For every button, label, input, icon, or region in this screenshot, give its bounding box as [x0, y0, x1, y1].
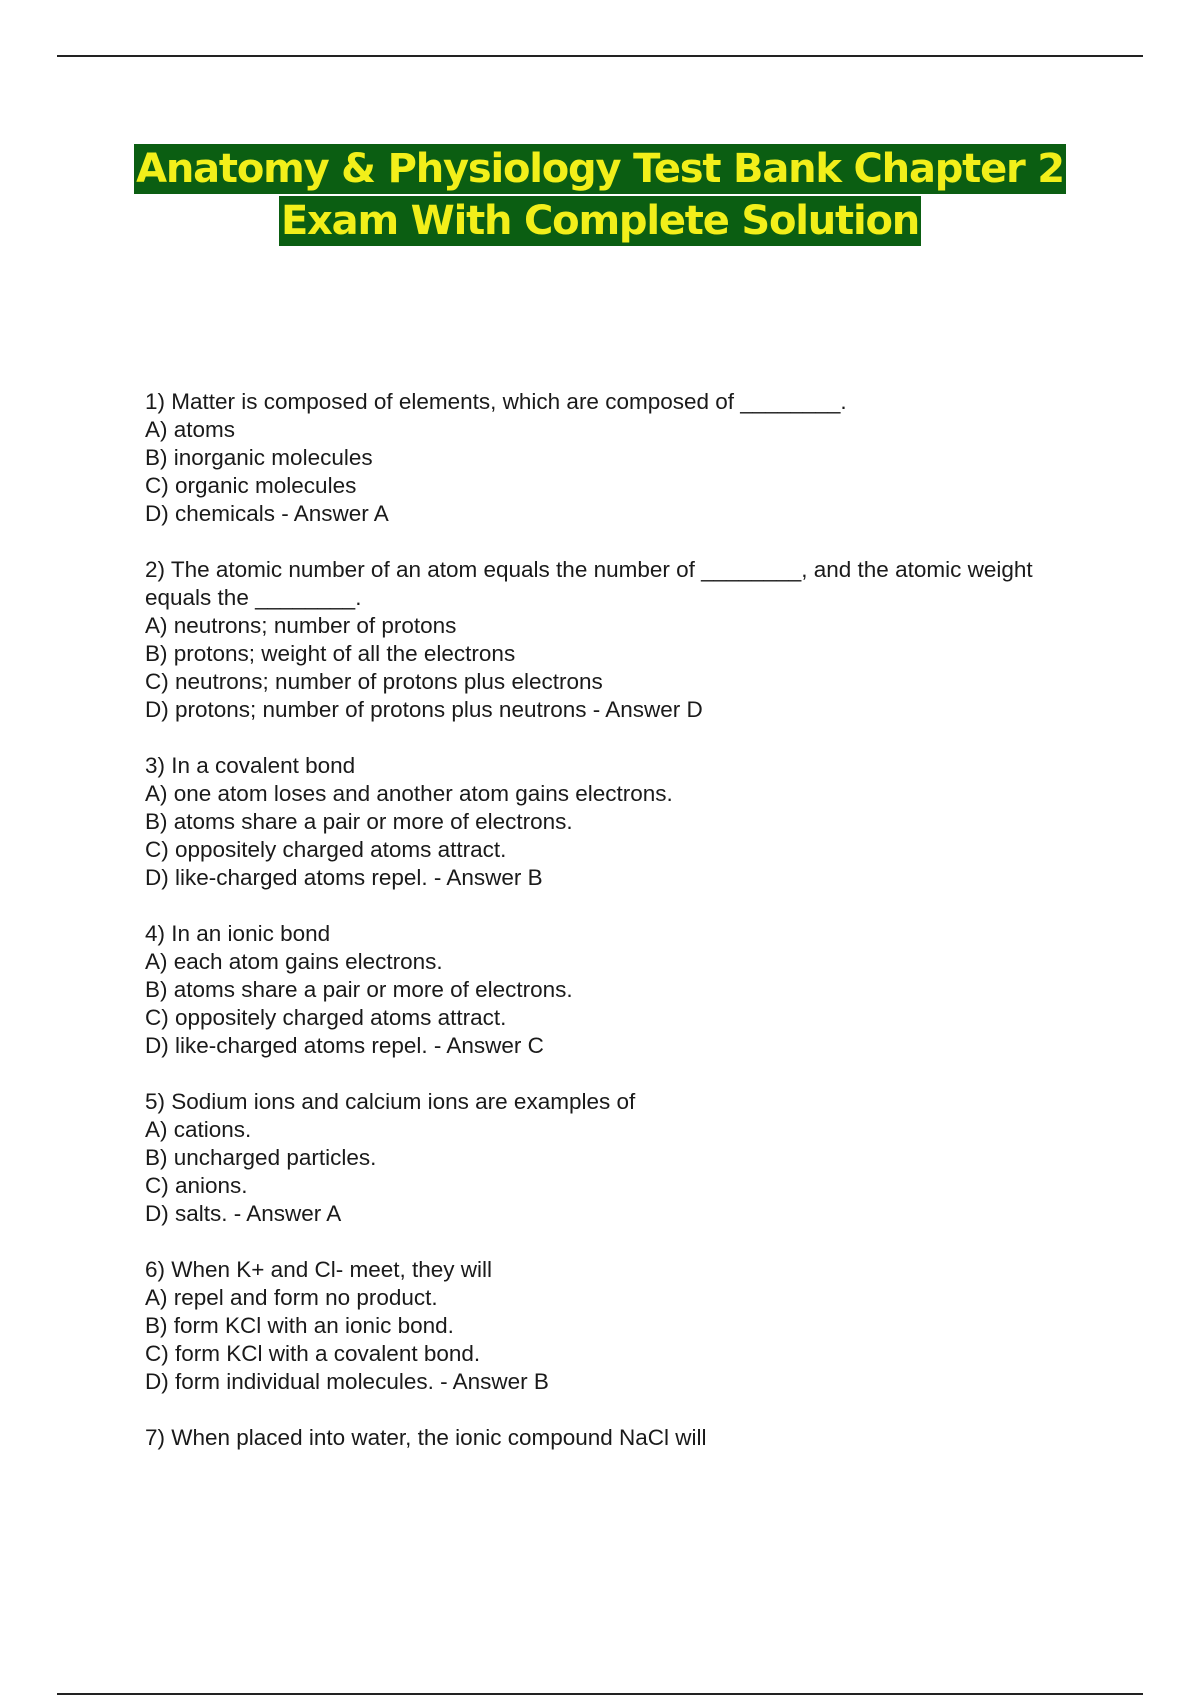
- answer-option: B) atoms share a pair or more of electrons.: [145, 809, 573, 834]
- answer-option: D) salts. - Answer A: [145, 1201, 342, 1226]
- question-1: [145, 388, 1065, 528]
- title-line-2: Exam With Complete Solution: [280, 198, 920, 244]
- answer-option: C) oppositely charged atoms attract.: [145, 837, 507, 862]
- answer-option: D) form individual molecules. - Answer B: [145, 1369, 549, 1394]
- answer-option: D) like-charged atoms repel. - Answer B: [145, 865, 543, 890]
- question-2: [145, 556, 1065, 724]
- answer-option: A) cations.: [145, 1117, 252, 1142]
- question-7: [145, 1424, 1065, 1452]
- question-4: [145, 920, 1065, 1060]
- question-stem: 1) Matter is composed of elements, which are composed of ________.: [145, 389, 847, 414]
- answer-option: C) form KCl with a covalent bond.: [145, 1341, 481, 1366]
- answer-option: D) protons; number of protons plus neutrons - Answer D: [145, 697, 703, 722]
- answer-option: C) oppositely charged atoms attract.: [145, 1005, 507, 1030]
- document-title: [0, 144, 1200, 248]
- answer-option: A) neutrons; number of protons: [145, 613, 457, 638]
- question-stem: 2) The atomic number of an atom equals the number of ________, and the atomic weight equals the ________.: [145, 557, 1039, 610]
- answer-option: B) form KCl with an ionic bond.: [145, 1313, 454, 1338]
- answer-option: D) chemicals - Answer A: [145, 501, 389, 526]
- title-line-1: Anatomy & Physiology Test Bank Chapter 2: [136, 146, 1064, 192]
- answer-option: B) inorganic molecules: [145, 445, 373, 470]
- answer-option: B) protons; weight of all the electrons: [145, 641, 516, 666]
- question-stem: 5) Sodium ions and calcium ions are examples of: [145, 1089, 636, 1114]
- question-stem: 3) In a covalent bond: [145, 753, 356, 778]
- question-stem: 6) When K+ and Cl- meet, they will: [145, 1257, 493, 1282]
- bottom-rule: [57, 1693, 1143, 1695]
- question-stem: 7) When placed into water, the ionic compound NaCl will: [145, 1425, 707, 1450]
- answer-option: A) one atom loses and another atom gains electrons.: [145, 781, 673, 806]
- answer-option: A) each atom gains electrons.: [145, 949, 443, 974]
- question-5: [145, 1088, 1065, 1228]
- question-list: [145, 388, 1065, 1480]
- question-stem: 4) In an ionic bond: [145, 921, 331, 946]
- answer-option: C) anions.: [145, 1173, 248, 1198]
- answer-option: B) uncharged particles.: [145, 1145, 377, 1170]
- answer-option: C) neutrons; number of protons plus electrons: [145, 669, 603, 694]
- answer-option: A) atoms: [145, 417, 236, 442]
- answer-option: D) like-charged atoms repel. - Answer C: [145, 1033, 544, 1058]
- top-rule: [57, 55, 1143, 57]
- answer-option: A) repel and form no product.: [145, 1285, 438, 1310]
- answer-option: C) organic molecules: [145, 473, 357, 498]
- answer-option: B) atoms share a pair or more of electrons.: [145, 977, 573, 1002]
- question-6: [145, 1256, 1065, 1396]
- question-3: [145, 752, 1065, 892]
